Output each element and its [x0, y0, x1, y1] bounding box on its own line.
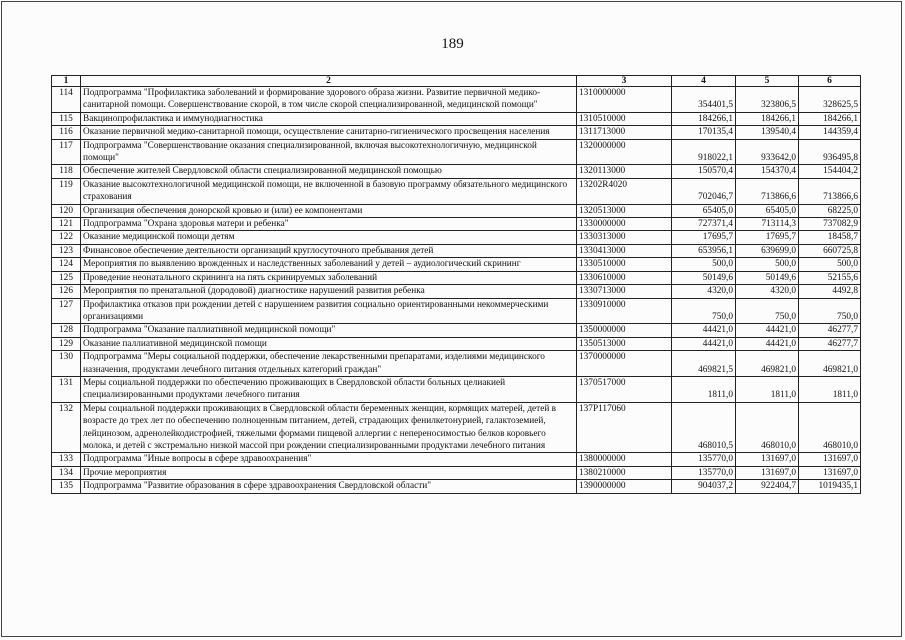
row-value-cell: 18458,7	[799, 231, 861, 244]
row-value-cell: 737082,9	[799, 218, 861, 231]
row-value-cell: 1811,0	[672, 376, 736, 402]
row-number-cell: 117	[52, 139, 81, 165]
table-row	[52, 218, 861, 231]
table-row	[52, 165, 861, 178]
row-value-cell: 184266,1	[672, 112, 736, 125]
row-number-cell: 131	[52, 376, 81, 402]
row-value-cell: 1019435,1	[799, 480, 861, 493]
row-number-cell: 127	[52, 298, 81, 324]
row-value-cell: 750,0	[672, 298, 736, 324]
table-row	[52, 178, 861, 204]
row-number-cell: 135	[52, 480, 81, 493]
row-code-cell: 1380000000	[577, 453, 672, 466]
row-number-cell: 134	[52, 466, 81, 479]
row-value-cell: 50149,6	[736, 271, 799, 284]
table-row	[52, 402, 861, 453]
row-code-cell: 1310510000	[577, 112, 672, 125]
row-value-cell: 750,0	[799, 298, 861, 324]
row-value-cell: 184266,1	[799, 112, 861, 125]
table-row	[52, 204, 861, 217]
row-value-cell: 154370,4	[736, 165, 799, 178]
row-value-cell: 50149,6	[672, 271, 736, 284]
row-value-cell: 46277,7	[799, 324, 861, 337]
row-name-cell: Меры социальной поддержки проживающих в Свердловской области беременных женщин, кормящих матерей, детей в возрасте до трех лет по обеспечению полноценным питанием, детей, страдающих фенилкетонурией, галактоземией, лейцинозом, адренолейкодистрофией, тяжелыми формами пищевой аллергии с непереносимостью белков коровьего молока, и детей с экстремально низкой массой при рождении специализированными продуктами лечебного питания	[81, 402, 577, 453]
row-code-cell: 1390000000	[577, 480, 672, 493]
row-value-cell: 184266,1	[736, 112, 799, 125]
row-value-cell: 4320,0	[736, 285, 799, 298]
row-name-cell: Мероприятия по выявлению врожденных и наследственных заболеваний у детей – аудиологический скрининг	[81, 258, 577, 271]
row-code-cell: 1380210000	[577, 466, 672, 479]
row-name-cell: Оказание первичной медико-санитарной помощи, осуществление санитарно-гигиенического просвещения населения	[81, 126, 577, 139]
row-value-cell: 131697,0	[799, 466, 861, 479]
row-code-cell: 1320113000	[577, 165, 672, 178]
row-value-cell: 904037,2	[672, 480, 736, 493]
row-number-cell: 121	[52, 218, 81, 231]
row-code-cell: 1330610000	[577, 271, 672, 284]
row-code-cell: 1330910000	[577, 298, 672, 324]
row-code-cell: 1330313000	[577, 231, 672, 244]
row-value-cell: 135770,0	[672, 466, 736, 479]
row-value-cell: 17695,7	[736, 231, 799, 244]
row-value-cell: 936495,8	[799, 139, 861, 165]
row-number-cell: 123	[52, 244, 81, 257]
row-value-cell: 922404,7	[736, 480, 799, 493]
row-name-cell: Вакцинопрофилактика и иммунодиагностика	[81, 112, 577, 125]
row-number-cell: 120	[52, 204, 81, 217]
row-name-cell: Прочие мероприятия	[81, 466, 577, 479]
row-value-cell: 131697,0	[736, 466, 799, 479]
column-header: 3	[577, 76, 672, 87]
row-value-cell: 4492,8	[799, 285, 861, 298]
row-name-cell: Оказание паллиативной медицинской помощи	[81, 337, 577, 350]
row-value-cell: 713866,6	[799, 178, 861, 204]
row-number-cell: 122	[52, 231, 81, 244]
row-value-cell: 653956,1	[672, 244, 736, 257]
table-row	[52, 271, 861, 284]
table-row	[52, 376, 861, 402]
row-value-cell: 150570,4	[672, 165, 736, 178]
row-code-cell: 13202R4020	[577, 178, 672, 204]
table-row	[52, 126, 861, 139]
row-value-cell: 500,0	[736, 258, 799, 271]
row-value-cell: 639699,0	[736, 244, 799, 257]
row-value-cell: 46277,7	[799, 337, 861, 350]
row-value-cell: 354401,5	[672, 87, 736, 113]
row-value-cell: 500,0	[799, 258, 861, 271]
row-code-cell: 1320513000	[577, 204, 672, 217]
column-header: 6	[799, 76, 861, 87]
row-code-cell: 1350513000	[577, 337, 672, 350]
row-value-cell: 468010,0	[736, 402, 799, 453]
row-code-cell: 1330413000	[577, 244, 672, 257]
row-name-cell: Подпрограмма "Оказание паллиативной медицинской помощи"	[81, 324, 577, 337]
row-name-cell: Оказание медицинской помощи детям	[81, 231, 577, 244]
column-header: 1	[52, 76, 81, 87]
row-value-cell: 44421,0	[736, 324, 799, 337]
row-name-cell: Подпрограмма "Меры социальной поддержки, обеспечение лекарственными препаратами, изделиями медицинского назначения, продуктами лечебного питания отдельных категорий граждан"	[81, 351, 577, 377]
row-value-cell: 323806,5	[736, 87, 799, 113]
row-value-cell: 65405,0	[736, 204, 799, 217]
row-code-cell: 1330000000	[577, 218, 672, 231]
row-code-cell: 137P117060	[577, 402, 672, 453]
row-value-cell: 727371,4	[672, 218, 736, 231]
row-value-cell: 17695,7	[672, 231, 736, 244]
row-code-cell: 1320000000	[577, 139, 672, 165]
table-row	[52, 231, 861, 244]
table-row	[52, 139, 861, 165]
row-number-cell: 119	[52, 178, 81, 204]
column-header: 5	[736, 76, 799, 87]
row-value-cell: 702046,7	[672, 178, 736, 204]
row-value-cell: 713866,6	[736, 178, 799, 204]
row-number-cell: 118	[52, 165, 81, 178]
table-row	[52, 351, 861, 377]
row-value-cell: 68225,0	[799, 204, 861, 217]
row-name-cell: Подпрограмма "Совершенствование оказания специализированной, включая высокотехнологичную, медицинской помощи"	[81, 139, 577, 165]
row-code-cell: 1370000000	[577, 351, 672, 377]
row-value-cell: 65405,0	[672, 204, 736, 217]
row-name-cell: Подпрограмма "Профилактика заболеваний и формирование здорового образа жизни. Развитие первичной медико-санитарной помощи. Совершенствование скорой, в том числе скорой специализированной, медицинской помощи"	[81, 87, 577, 113]
row-value-cell: 469821,0	[736, 351, 799, 377]
row-value-cell: 131697,0	[736, 453, 799, 466]
row-value-cell: 469821,0	[799, 351, 861, 377]
row-number-cell: 124	[52, 258, 81, 271]
row-number-cell: 125	[52, 271, 81, 284]
row-value-cell: 1811,0	[736, 376, 799, 402]
row-value-cell: 4320,0	[672, 285, 736, 298]
table-row	[52, 298, 861, 324]
row-code-cell: 1330510000	[577, 258, 672, 271]
row-value-cell: 131697,0	[799, 453, 861, 466]
row-value-cell: 660725,8	[799, 244, 861, 257]
row-value-cell: 44421,0	[672, 337, 736, 350]
table-row	[52, 324, 861, 337]
table-row	[52, 112, 861, 125]
row-name-cell: Подпрограмма "Иные вопросы в сфере здравоохранения"	[81, 453, 577, 466]
table-row	[52, 337, 861, 350]
table-row	[52, 453, 861, 466]
row-name-cell: Организация обеспечения донорской кровью и (или) ее компонентами	[81, 204, 577, 217]
row-value-cell: 52155,6	[799, 271, 861, 284]
row-number-cell: 115	[52, 112, 81, 125]
row-number-cell: 126	[52, 285, 81, 298]
table-row	[52, 285, 861, 298]
row-number-cell: 130	[52, 351, 81, 377]
row-value-cell: 933642,0	[736, 139, 799, 165]
budget-table	[51, 75, 861, 494]
column-header: 4	[672, 76, 736, 87]
row-name-cell: Подпрограмма "Развитие образования в сфере здравоохранения Свердловской области"	[81, 480, 577, 493]
row-value-cell: 44421,0	[736, 337, 799, 350]
row-value-cell: 44421,0	[672, 324, 736, 337]
row-number-cell: 133	[52, 453, 81, 466]
row-name-cell: Меры социальной поддержки по обеспечению проживающих в Свердловской области больных целиакией специализированными продуктами лечебного питания	[81, 376, 577, 402]
column-header: 2	[81, 76, 577, 87]
row-name-cell: Оказание высокотехнологичной медицинской помощи, не включенной в базовую программу обязательного медицинского страхования	[81, 178, 577, 204]
row-number-cell: 132	[52, 402, 81, 453]
row-value-cell: 918022,1	[672, 139, 736, 165]
row-value-cell: 139540,4	[736, 126, 799, 139]
row-value-cell: 135770,0	[672, 453, 736, 466]
row-value-cell: 170135,4	[672, 126, 736, 139]
page-number: 189	[441, 36, 464, 52]
row-code-cell: 1330713000	[577, 285, 672, 298]
row-code-cell: 1370517000	[577, 376, 672, 402]
table-row	[52, 244, 861, 257]
row-name-cell: Мероприятия по пренатальной (дородовой) диагностике нарушений развития ребенка	[81, 285, 577, 298]
row-value-cell: 468010,0	[799, 402, 861, 453]
row-code-cell: 1311713000	[577, 126, 672, 139]
row-name-cell: Финансовое обеспечение деятельности организаций круглосуточного пребывания детей	[81, 244, 577, 257]
row-value-cell: 154404,2	[799, 165, 861, 178]
row-value-cell: 328625,5	[799, 87, 861, 113]
row-name-cell: Обеспечение жителей Свердловской области специализированной медицинской помощью	[81, 165, 577, 178]
row-value-cell: 468010,5	[672, 402, 736, 453]
row-name-cell: Проведение неонатального скрининга на пять скринируемых заболеваний	[81, 271, 577, 284]
row-code-cell: 1350000000	[577, 324, 672, 337]
row-number-cell: 116	[52, 126, 81, 139]
row-number-cell: 128	[52, 324, 81, 337]
table-row	[52, 87, 861, 113]
table-row	[52, 480, 861, 493]
table-row	[52, 466, 861, 479]
row-value-cell: 469821,5	[672, 351, 736, 377]
table-row	[52, 258, 861, 271]
row-value-cell: 144359,4	[799, 126, 861, 139]
row-name-cell: Профилактика отказов при рождении детей с нарушением развития социально ориентированными некоммерческими организациями	[81, 298, 577, 324]
row-code-cell: 1310000000	[577, 87, 672, 113]
table-header-row	[52, 76, 861, 87]
row-value-cell: 750,0	[736, 298, 799, 324]
row-value-cell: 713114,3	[736, 218, 799, 231]
row-value-cell: 500,0	[672, 258, 736, 271]
row-name-cell: Подпрограмма "Охрана здоровья матери и ребенка"	[81, 218, 577, 231]
row-number-cell: 114	[52, 87, 81, 113]
row-value-cell: 1811,0	[799, 376, 861, 402]
row-number-cell: 129	[52, 337, 81, 350]
